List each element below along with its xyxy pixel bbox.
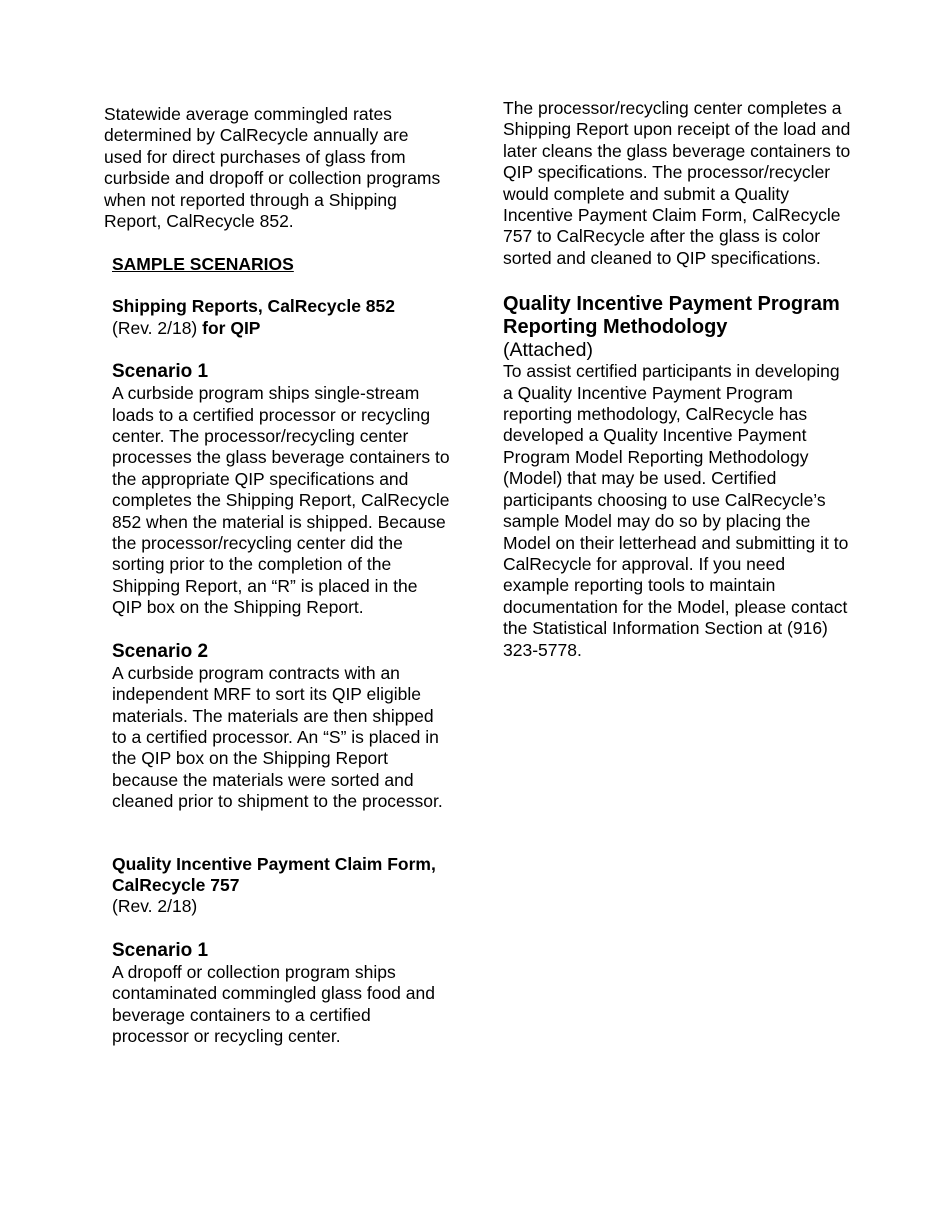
shipping-reports-heading — [112, 296, 452, 339]
claim-heading-rev: (Rev. 2/18) — [112, 896, 198, 917]
claim-scenario-1-text: A dropoff or collection program ships contaminated commingled glass food and beverage containers to a certified processor or recycling center. — [112, 961, 435, 1046]
intro-block — [104, 104, 444, 232]
methodology-attached: (Attached) — [503, 339, 593, 362]
shipping-heading-bold-1: Shipping Reports, CalRecycle 852 — [112, 296, 396, 317]
shipping-scenario-2-title: Scenario 2 — [112, 640, 209, 662]
right-column — [503, 98, 853, 661]
claim-form-heading — [112, 854, 452, 918]
shipping-heading-bold-2: for QIP — [202, 317, 261, 338]
shipping-scenario-1-text: A curbside program ships single-stream loads to a certified processor or recycling center. The processor/recycling center processes the glass beverage containers to the appropriate QIP specifications and completes the Shipping Report, CalRecycle 852 when the material is shipped. Because the processor/recycling center did the sorting prior to the completion of the Shipping Report, an “R” is placed in the QIP box on the Shipping Report. — [112, 383, 450, 618]
left-column — [112, 254, 452, 1047]
shipping-scenario-2-text: A curbside program contracts with an independent MRF to sort its QIP eligible materials. The materials are then shipped to a certified processor. An “S” is placed in the QIP box on the Shipping Report because the materials were sorted and cleaned prior to shipment to the processor. — [112, 662, 443, 812]
shipping-heading-rev: (Rev. 2/18) — [112, 317, 198, 338]
claim-heading-bold: Quality Incentive Payment Claim Form, CalRecycle 757 — [112, 853, 436, 895]
methodology-paragraph: To assist certified participants in developing a Quality Incentive Payment Program reporting methodology, CalRecycle has developed a Quality Incentive Payment Program Model Reporting Methodology (Model) that may be used. Certified participants choosing to use CalRecycle’s sample Model may do so by placing the Model on their letterhead and submitting it to CalRecycle for approval. If you need example reporting tools to maintain documentation for the Model, please contact the Statistical Information Section at (916) 323-5778. — [503, 361, 849, 660]
shipping-scenario-1-title: Scenario 1 — [112, 361, 209, 383]
claim-scenario-1-title: Scenario 1 — [112, 939, 209, 961]
methodology-heading: Quality Incentive Payment Program Reporting Methodology — [503, 293, 840, 339]
continuation-paragraph: The processor/recycling center completes a Shipping Report upon receipt of the load and later cleans the glass beverage containers to QIP specifications. The processor/recycler would complete and submit a Quality Incentive Payment Claim Form, CalRecycle 757 to CalRecycle after the glass is color sorted and cleaned to QIP specifications. — [503, 98, 851, 268]
sample-scenarios-heading: SAMPLE SCENARIOS — [112, 254, 294, 274]
intro-paragraph: Statewide average commingled rates determined by CalRecycle annually are used for direct purchases of glass from curbside and dropoff or collection programs when not reported through a Shipping Report, CalRecycle 852. — [104, 104, 441, 232]
